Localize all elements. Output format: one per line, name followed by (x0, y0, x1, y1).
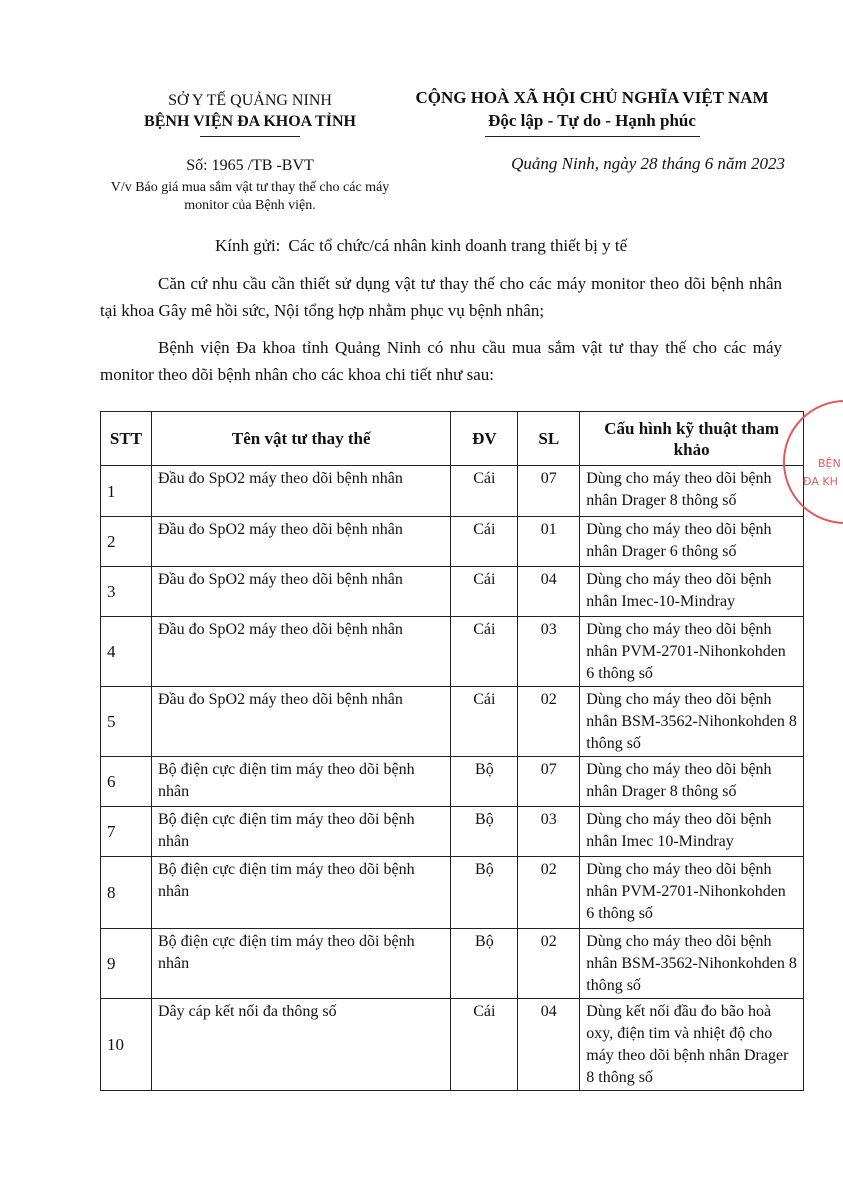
row-stt: 6 (101, 757, 152, 807)
national-header (392, 86, 792, 137)
issuer-underline (200, 136, 300, 137)
row-qty: 01 (518, 517, 580, 567)
issuer-department: SỞ Y TẾ QUẢNG NINH (168, 92, 332, 109)
row-qty: 07 (518, 757, 580, 807)
row-stt: 3 (101, 567, 152, 617)
row-spec: Dùng cho máy theo dõi bệnh nhân Drager 8 thông số (580, 466, 804, 517)
header-spec: Cấu hình kỹ thuật tham khảo (580, 412, 804, 466)
row-spec: Dùng cho máy theo dõi bệnh nhân Drager 8 thông số (580, 757, 804, 807)
row-name: Bộ điện cực điện tim máy theo dõi bệnh nhân (151, 857, 450, 929)
row-qty: 07 (518, 466, 580, 517)
row-stt: 9 (101, 929, 152, 999)
table-row (101, 757, 804, 807)
national-motto: Độc lập - Tự do - Hạnh phúc (488, 111, 696, 130)
recipient-value: Các tổ chức/cá nhân kinh doanh trang thiết bị y tế (288, 236, 628, 255)
row-unit: Bộ (451, 757, 518, 807)
table-row (101, 807, 804, 857)
issuer-header (100, 90, 400, 137)
row-qty: 02 (518, 929, 580, 999)
row-name: Đầu đo SpO2 máy theo dõi bệnh nhân (151, 466, 450, 517)
document-subject: V/v Báo giá mua sắm vật tư thay thế cho các máy monitor của Bệnh viện. (110, 180, 390, 213)
row-qty: 03 (518, 617, 580, 687)
row-name: Đầu đo SpO2 máy theo dõi bệnh nhân (151, 617, 450, 687)
row-spec: Dùng kết nối đầu đo bão hoà oxy, điện tim và nhiệt độ cho máy theo dõi bệnh nhân Drager 8 thông số (580, 999, 804, 1091)
row-qty: 02 (518, 857, 580, 929)
header-name: Tên vật tư thay thế (151, 412, 450, 466)
row-unit: Cái (451, 999, 518, 1091)
header-unit: ĐV (451, 412, 518, 466)
table-header-row (101, 412, 804, 466)
national-title: CỘNG HOÀ XÃ HỘI CHỦ NGHĨA VIỆT NAM (415, 88, 769, 107)
table-row (101, 857, 804, 929)
row-unit: Bộ (451, 857, 518, 929)
row-spec: Dùng cho máy theo dõi bệnh nhân BSM-3562-Nihonkohden 8 thông số (580, 929, 804, 999)
table-row (101, 517, 804, 567)
table-row (101, 929, 804, 999)
row-name: Bộ điện cực điện tim máy theo dõi bệnh nhân (151, 807, 450, 857)
row-stt: 8 (101, 857, 152, 929)
row-spec: Dùng cho máy theo dõi bệnh nhân BSM-3562-Nihonkohden 8 thông số (580, 687, 804, 757)
row-unit: Cái (451, 517, 518, 567)
table-row (101, 466, 804, 517)
row-unit: Cái (451, 567, 518, 617)
stamp-text-line2: ĐA KH (803, 475, 838, 488)
table-row (101, 999, 804, 1091)
row-spec: Dùng cho máy theo dõi bệnh nhân PVM-2701-Nihonkohden 6 thông số (580, 857, 804, 929)
row-spec: Dùng cho máy theo dõi bệnh nhân PVM-2701-Nihonkohden 6 thông số (580, 617, 804, 687)
motto-underline (485, 136, 700, 137)
row-unit: Cái (451, 687, 518, 757)
body-paragraph-1: Căn cứ nhu cầu cần thiết sử dụng vật tư thay thế cho các máy monitor theo dõi bệnh nhân tại khoa Gây mê hồi sức, Nội tổng hợp nhằm phục vụ bệnh nhân; (100, 274, 782, 320)
row-name: Đầu đo SpO2 máy theo dõi bệnh nhân (151, 517, 450, 567)
document-number: Số: 1965 /TB -BVT (186, 157, 314, 174)
row-qty: 04 (518, 999, 580, 1091)
row-spec: Dùng cho máy theo dõi bệnh nhân Imec 10-Mindray (580, 807, 804, 857)
row-spec: Dùng cho máy theo dõi bệnh nhân Imec-10-Mindray (580, 567, 804, 617)
row-name: Bộ điện cực điện tim máy theo dõi bệnh nhân (151, 757, 450, 807)
header-stt: STT (101, 412, 152, 466)
document-date: Quảng Ninh, ngày 28 tháng 6 năm 2023 (511, 154, 785, 173)
row-qty: 02 (518, 687, 580, 757)
table-row (101, 617, 804, 687)
row-qty: 03 (518, 807, 580, 857)
supplies-table (100, 411, 804, 1091)
row-stt: 2 (101, 517, 152, 567)
row-name: Dây cáp kết nối đa thông số (151, 999, 450, 1091)
row-stt: 4 (101, 617, 152, 687)
recipient-label: Kính gửi: (215, 236, 281, 255)
row-unit: Cái (451, 466, 518, 517)
row-stt: 5 (101, 687, 152, 757)
issuer-name: BỆNH VIỆN ĐA KHOA TỈNH (144, 113, 356, 130)
row-qty: 04 (518, 567, 580, 617)
row-stt: 7 (101, 807, 152, 857)
row-name: Đầu đo SpO2 máy theo dõi bệnh nhân (151, 687, 450, 757)
row-stt: 10 (101, 999, 152, 1091)
row-unit: Cái (451, 617, 518, 687)
row-stt: 1 (101, 466, 152, 517)
table-row (101, 567, 804, 617)
row-name: Bộ điện cực điện tim máy theo dõi bệnh nhân (151, 929, 450, 999)
row-spec: Dùng cho máy theo dõi bệnh nhân Drager 6 thông số (580, 517, 804, 567)
header-qty: SL (518, 412, 580, 466)
row-unit: Bộ (451, 807, 518, 857)
recipient-line (215, 236, 627, 256)
body-paragraph-2: Bệnh viện Đa khoa tỉnh Quảng Ninh có nhu cầu mua sắm vật tư thay thế cho các máy monitor theo dõi bệnh nhân cho các khoa chi tiết như sau: (100, 338, 782, 384)
stamp-text-line1: BỆN (818, 457, 841, 470)
row-name: Đầu đo SpO2 máy theo dõi bệnh nhân (151, 567, 450, 617)
row-unit: Bộ (451, 929, 518, 999)
table-row (101, 687, 804, 757)
